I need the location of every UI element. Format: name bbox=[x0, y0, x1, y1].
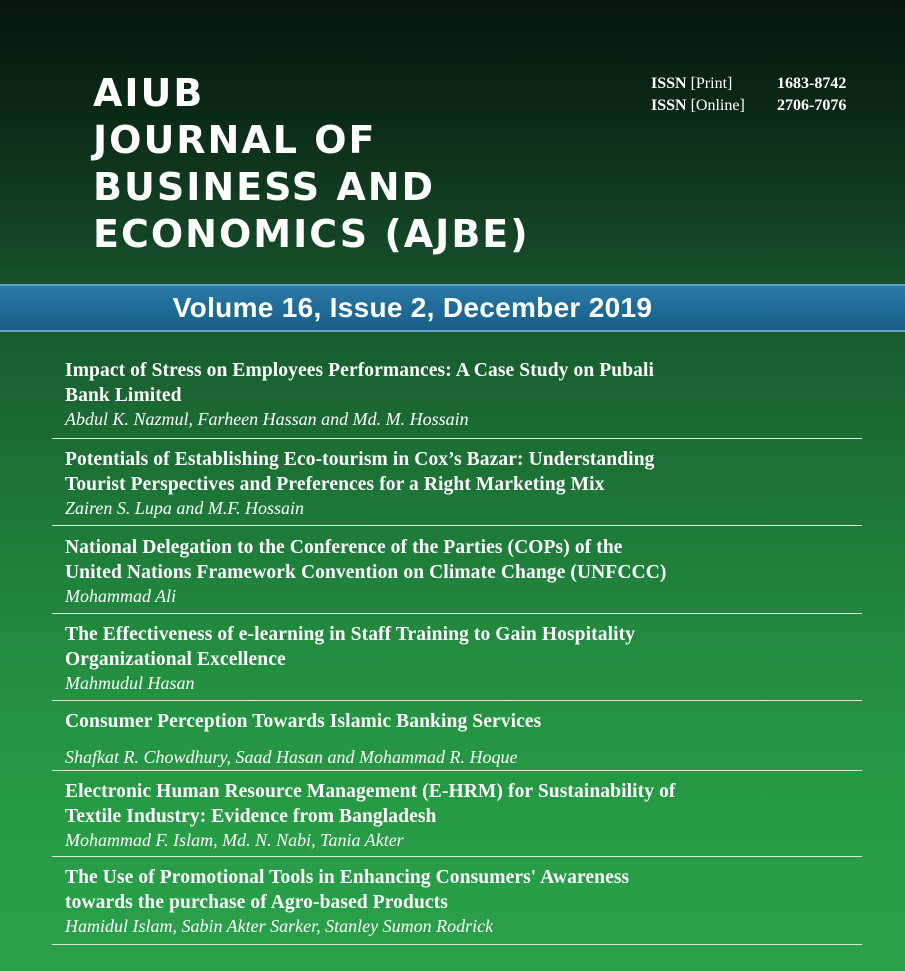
journal-title-line: BUSINESS AND bbox=[93, 165, 436, 209]
issn-online-type: [Online] bbox=[690, 97, 745, 114]
article-title: The Use of Promotional Tools in Enhancing Consumers' Awareness bbox=[65, 867, 630, 888]
issn-print-row bbox=[651, 73, 846, 95]
issn-block bbox=[651, 73, 846, 117]
article-title: The Effectiveness of e-learning in Staff Training to Gain Hospitality bbox=[65, 624, 636, 645]
article-authors: Hamidul Islam, Sabin Akter Sarker, Stanley Sumon Rodrick bbox=[65, 916, 494, 936]
issn-print-type: [Print] bbox=[690, 75, 733, 92]
issn-online-row bbox=[651, 95, 846, 117]
article-title: Impact of Stress on Employees Performances: A Case Study on Pubali bbox=[65, 360, 655, 381]
issn-online-value: 2706-7076 bbox=[777, 97, 847, 114]
volume-banner bbox=[0, 284, 905, 332]
article-item[interactable] bbox=[52, 614, 862, 701]
article-authors: Zairen S. Lupa and M.F. Hossain bbox=[65, 498, 305, 518]
article-item[interactable] bbox=[52, 701, 862, 771]
article-item[interactable] bbox=[52, 857, 862, 945]
article-item[interactable] bbox=[52, 526, 862, 614]
article-title: Tourist Perspectives and Preferences for a Right Marketing Mix bbox=[65, 474, 605, 495]
article-title: Electronic Human Resource Management (E-HRM) for Sustainability of bbox=[65, 781, 676, 802]
article-authors: Mahmudul Hasan bbox=[65, 673, 195, 693]
article-title: National Delegation to the Conference of the Parties (COPs) of the bbox=[65, 537, 623, 558]
journal-title-line: ECONOMICS (AJBE) bbox=[93, 212, 530, 256]
journal-title-line: AIUB bbox=[93, 71, 205, 115]
article-item[interactable] bbox=[52, 358, 862, 439]
article-authors: Mohammad Ali bbox=[65, 586, 177, 606]
issn-online-label: ISSN bbox=[651, 97, 687, 114]
article-list bbox=[52, 358, 862, 945]
article-authors: Mohammad F. Islam, Md. N. Nabi, Tania Akter bbox=[65, 830, 404, 850]
article-title: towards the purchase of Agro-based Products bbox=[65, 892, 448, 913]
article-authors: Abdul K. Nazmul, Farheen Hassan and Md. M. Hossain bbox=[65, 409, 469, 429]
article-title: Bank Limited bbox=[65, 385, 182, 406]
article-title: Consumer Perception Towards Islamic Banking Services bbox=[65, 711, 542, 732]
issn-print-value: 1683-8742 bbox=[777, 75, 847, 92]
issn-print-label: ISSN bbox=[651, 75, 687, 92]
article-item[interactable] bbox=[52, 439, 862, 526]
article-title: Organizational Excellence bbox=[65, 649, 286, 670]
volume-issue-label: Volume 16, Issue 2, December 2019 bbox=[172, 292, 653, 323]
article-title: Textile Industry: Evidence from Bangladesh bbox=[65, 806, 437, 827]
article-title: United Nations Framework Convention on Climate Change (UNFCCC) bbox=[65, 562, 667, 583]
article-title: Potentials of Establishing Eco-tourism in Cox’s Bazar: Understanding bbox=[65, 449, 655, 470]
journal-title bbox=[93, 70, 530, 258]
article-item[interactable] bbox=[52, 771, 862, 857]
article-authors: Shafkat R. Chowdhury, Saad Hasan and Mohammad R. Hoque bbox=[65, 747, 518, 767]
journal-title-line: JOURNAL OF bbox=[93, 118, 377, 162]
